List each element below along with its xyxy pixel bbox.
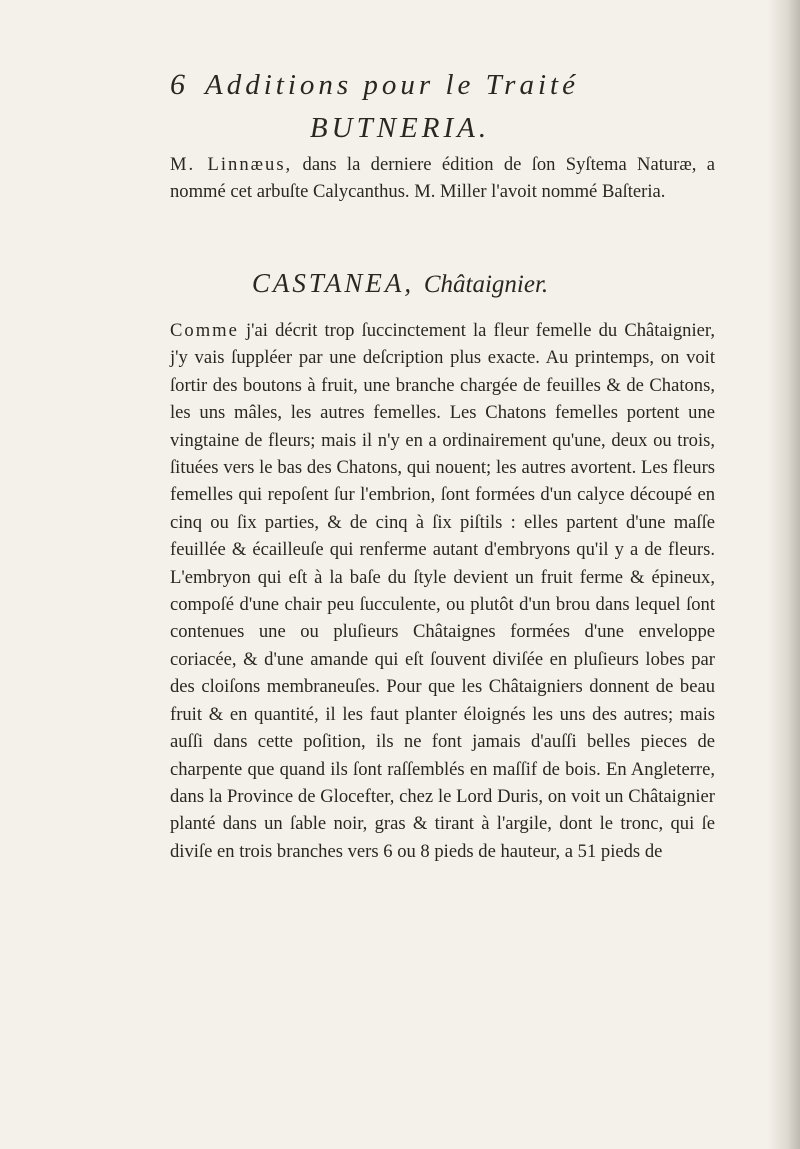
paragraph-text: dans la derniere édition de ſon Syſtema Naturæ, a nommé cet arbuſte Calycanthus. M. Miller l'avoit nommé Baſteria. bbox=[170, 154, 715, 203]
paragraph-text: j'ai décrit trop ſuccinctement la fleur femelle du Châtaignier, j'y vais ſuppléer par une deſcription plus exacte. Au printemps, on voit ſortir des boutons à fruit, une branche chargée de feuilles & de Chatons, les uns mâles, les autres femelles. Les Chatons femelles portent une vingtaine de fleurs; mais il n'y en a ordinairement qu'une, deux ou trois, ſituées vers le bas des Chatons, qui nouent; les autres avortent. Les fleurs femelles qui repoſent ſur l'embrion, ſont formées d'un calyce découpé en cinq ou ſix parties, & de cinq à ſix piſtils : elles partent d'une maſſe feuillée & écailleuſe qui renferme autant d'embryons qu'il y a de fleurs. L'embryon qui eſt à la baſe du ſtyle devient un fruit ferme & épineux, compoſé d'une chair peu ſucculente, ou plutôt d'un brou dans lequel ſont contenues une ou pluſieurs Châtaignes formées d'une enveloppe coriacée, & d'une amande qui eſt ſouvent diviſée en pluſieurs lobes par des cloiſons membraneuſes. Pour que les Châtaigniers donnent de beau fruit & en quantité, il les faut planter éloignés les uns des autres; mais auſſi dans cette poſition, ils ne font jamais d'auſſi belles pieces de charpente que quand ils ſont raſſemblés en maſſif de bois. En Angleterre, dans la Province de Glocefter, chez le Lord Duris, on voit un Châtaignier planté dans un ſable noir, gras & tirant à l'argile, dont le tronc, qui ſe diviſe en trois branches vers 6 ou 8 pieds de hauteur, a 51 pieds de bbox=[170, 320, 715, 862]
paragraph-lead: Comme bbox=[170, 320, 239, 341]
section-title: CASTANEA, bbox=[251, 268, 415, 298]
paragraph-castanea bbox=[170, 317, 715, 865]
paragraph-butneria bbox=[170, 151, 715, 206]
running-header bbox=[170, 68, 710, 102]
section-subtitle: Châtaignier. bbox=[423, 271, 549, 298]
section-heading-castanea bbox=[0, 268, 800, 299]
section-heading-butneria: BUTNERIA. bbox=[309, 112, 491, 144]
paragraph-lead: M. Linnæus, bbox=[170, 154, 293, 175]
running-title: Additions pour le Traité bbox=[205, 69, 579, 101]
page-edge-shadow bbox=[768, 0, 800, 1149]
page-number: 6 bbox=[170, 68, 187, 101]
